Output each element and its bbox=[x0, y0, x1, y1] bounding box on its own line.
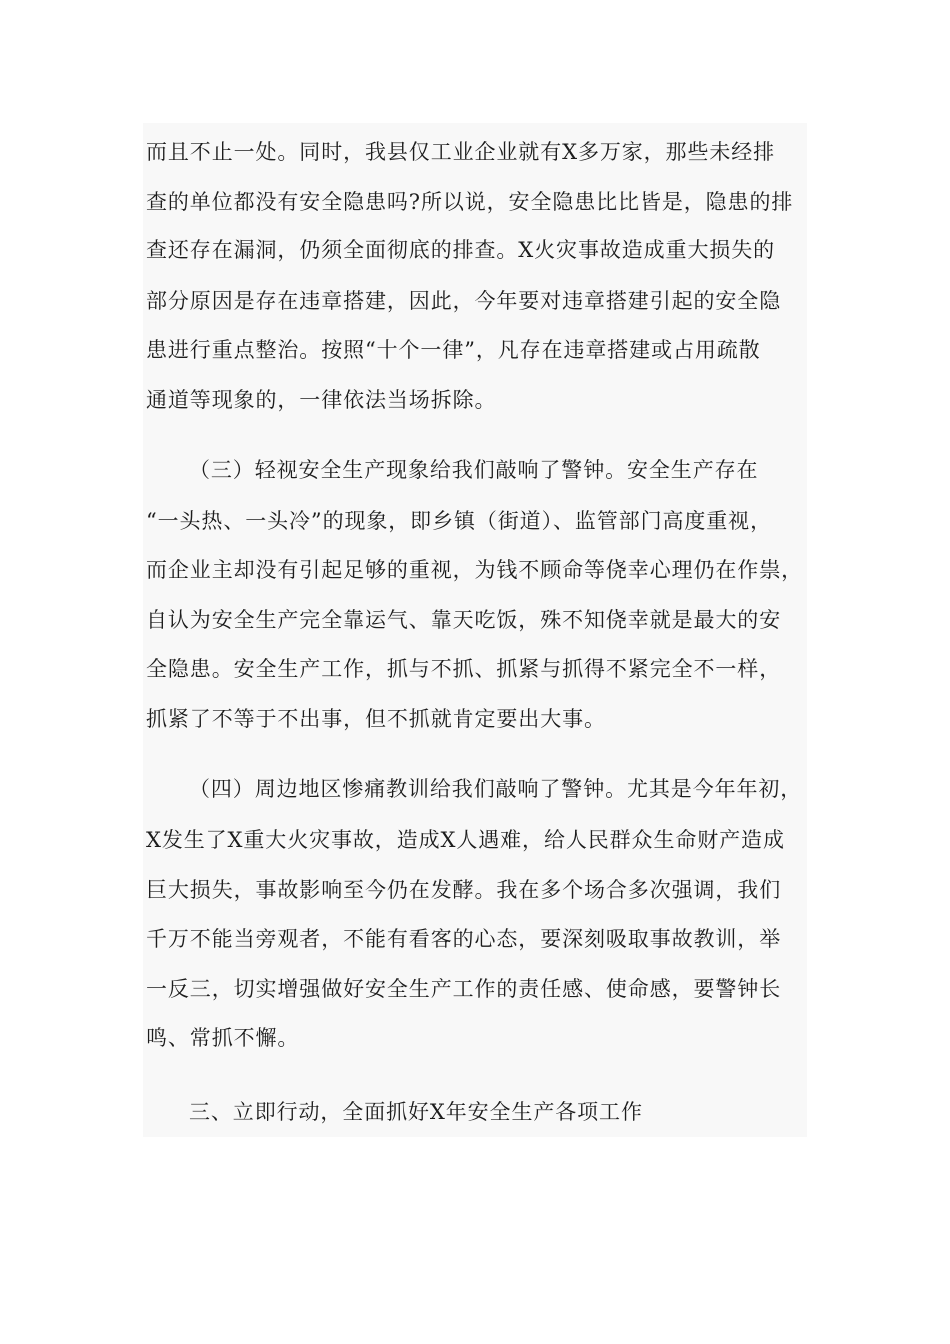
paragraph-1-line-3: 查还存在漏洞，仍须全面彻底的排查。X火灾事故造成重大损失的 bbox=[146, 238, 776, 262]
paragraph-3-line-2: X发生了X重大火灾事故，造成X人遇难，给人民群众生命财产造成 bbox=[146, 828, 785, 852]
paragraph-1-line-5: 患进行重点整治。按照“十个一律”，凡存在违章搭建或占用疏散 bbox=[146, 338, 761, 362]
paragraph-1-line-2: 查的单位都没有安全隐患吗?所以说，安全隐患比比皆是，隐患的排 bbox=[146, 190, 794, 214]
paragraph-2-line-6: 抓紧了不等于不出事，但不抓就肯定要出大事。 bbox=[146, 707, 606, 731]
paragraph-3-line-4: 千万不能当旁观者，不能有看客的心态，要深刻吸取事故教训，举 bbox=[146, 927, 782, 951]
paragraph-1-line-4: 部分原因是存在违章搭建，因此，今年要对违章搭建引起的安全隐 bbox=[146, 289, 782, 313]
paragraph-3-line-1: （四）周边地区惨痛教训给我们敲响了警钟。尤其是今年年初， bbox=[189, 777, 803, 801]
paragraph-3-line-5: 一反三，切实增强做好安全生产工作的责任感、使命感，要警钟长 bbox=[146, 977, 782, 1001]
section-heading: 三、立即行动，全面抓好X年安全生产各项工作 bbox=[189, 1100, 643, 1124]
paragraph-1-line-6: 通道等现象的，一律依法当场拆除。 bbox=[146, 388, 497, 412]
paragraph-2-line-2: “一头热、一头冷”的现象，即乡镇（街道）、监管部门高度重视， bbox=[146, 509, 772, 533]
paragraph-2-line-4: 自认为安全生产完全靠运气、靠天吃饭，殊不知侥幸就是最大的安 bbox=[146, 608, 782, 632]
paragraph-2-line-5: 全隐患。安全生产工作，抓与不抓、抓紧与抓得不紧完全不一样， bbox=[146, 657, 782, 681]
paragraph-2-line-3: 而企业主却没有引起足够的重视，为钱不顾命等侥幸心理仍在作祟， bbox=[146, 558, 803, 582]
paragraph-1-line-1: 而且不止一处。同时，我县仅工业企业就有X多万家，那些未经排 bbox=[146, 140, 776, 164]
paragraph-3-line-6: 鸣、常抓不懈。 bbox=[146, 1026, 300, 1050]
paragraph-2-line-1: （三）轻视安全生产现象给我们敲响了警钟。安全生产存在 bbox=[189, 458, 759, 482]
paragraph-3-line-3: 巨大损失，事故影响至今仍在发酵。我在多个场合多次强调，我们 bbox=[146, 878, 782, 902]
document-body bbox=[143, 123, 807, 1137]
